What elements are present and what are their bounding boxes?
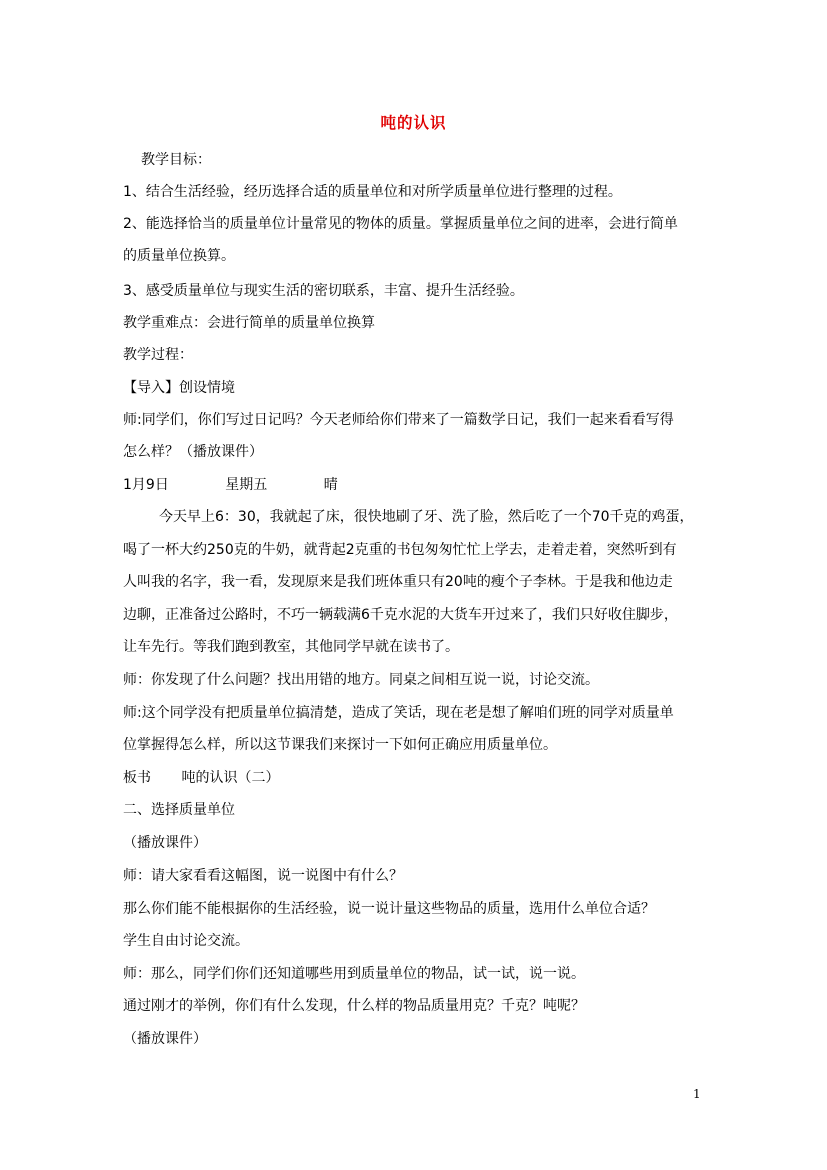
teacher-line-2: 师:这个同学没有把质量单位搞清楚，造成了笑话，现在老是想了解咱们班的同学对质量单 [123, 705, 674, 721]
diary-line: 让车先行。等我们跑到教室，其他同学早就在读书了。 [123, 639, 459, 655]
teacher-line-1: 师:同学们，你们写过日记吗？今天老师给你们带来了一篇数学日记，我们一起来看看写得 [123, 412, 674, 428]
question-line-2: 通过刚才的举例，你们有什么发现，什么样的物品质量用克？千克？吨呢？ [123, 998, 585, 1014]
teacher-line-3: 师：请大家看看这幅图，说一说图中有什么？ [123, 868, 403, 884]
diary-weather: 晴 [323, 477, 338, 493]
teacher-line-2-cont: 位掌握得怎么样，所以这节课我们来探讨一下如何正确应用质量单位。 [123, 737, 557, 753]
question-line: 那么你们能不能根据你的生活经验，说一说计量这些物品的质量，选用什么单位合适？ [123, 901, 655, 917]
section-heading-choose: 二、选择质量单位 [123, 802, 235, 818]
teacher-line-4: 师：那么，同学们你们还知道哪些用到质量单位的物品，试一试，说一说。 [123, 966, 585, 982]
board-label: 板书 [123, 770, 151, 786]
document-title: 吨的认识 [380, 114, 447, 132]
diary-line: 边聊，正准备过公路时，不巧一辆载满6千克水泥的大货车开过来了，我们只好收住脚步， [123, 607, 678, 623]
key-points: 教学重难点：会进行简单的质量单位换算 [123, 315, 375, 331]
diary-weekday: 星期五 [225, 477, 268, 493]
goal-line-1: 1、结合生活经验，经历选择合适的质量单位和对所学质量单位进行整理的过程。 [123, 184, 622, 200]
goal-line-3: 3、感受质量单位与现实生活的密切联系，丰富、提升生活经验。 [123, 283, 524, 299]
intro-heading: 【导入】创设情境 [123, 380, 235, 396]
diary-line: 人叫我的名字，我一看，发现原来是我们班体重只有20吨的瘦个子李林。于是我和他边走 [123, 574, 673, 590]
play-courseware-note: （播放课件） [123, 1031, 207, 1047]
diary-line: 今天早上6：30，我就起了床，很快地刷了牙、洗了脸，然后吃了一个70千克的鸡蛋， [159, 509, 694, 525]
page-number: 1 [693, 1087, 701, 1101]
teacher-line-1-cont: 怎么样？（播放课件） [123, 444, 263, 460]
teacher-question: 师：你发现了什么问题？找出用错的地方。同桌之间相互说一说，讨论交流。 [123, 672, 599, 688]
diary-date: 1月9日 [123, 477, 169, 493]
diary-line: 喝了一杯大约250克的牛奶，就背起2克重的书包匆匆忙忙上学去，走着走着，突然听到有 [123, 542, 677, 558]
goal-line-2-cont: 的质量单位换算。 [123, 248, 235, 264]
student-discussion: 学生自由讨论交流。 [123, 933, 249, 949]
process-heading: 教学过程： [123, 347, 193, 363]
board-row [123, 768, 279, 788]
section-heading-goals: 教学目标： [141, 152, 211, 168]
board-text: 吨的认识（二） [181, 770, 280, 786]
diary-date-row [123, 475, 338, 495]
goal-line-2: 2、能选择恰当的质量单位计量常见的物体的质量。掌握质量单位之间的进率，会进行简单 [123, 216, 678, 232]
play-courseware-note: （播放课件） [123, 835, 207, 851]
